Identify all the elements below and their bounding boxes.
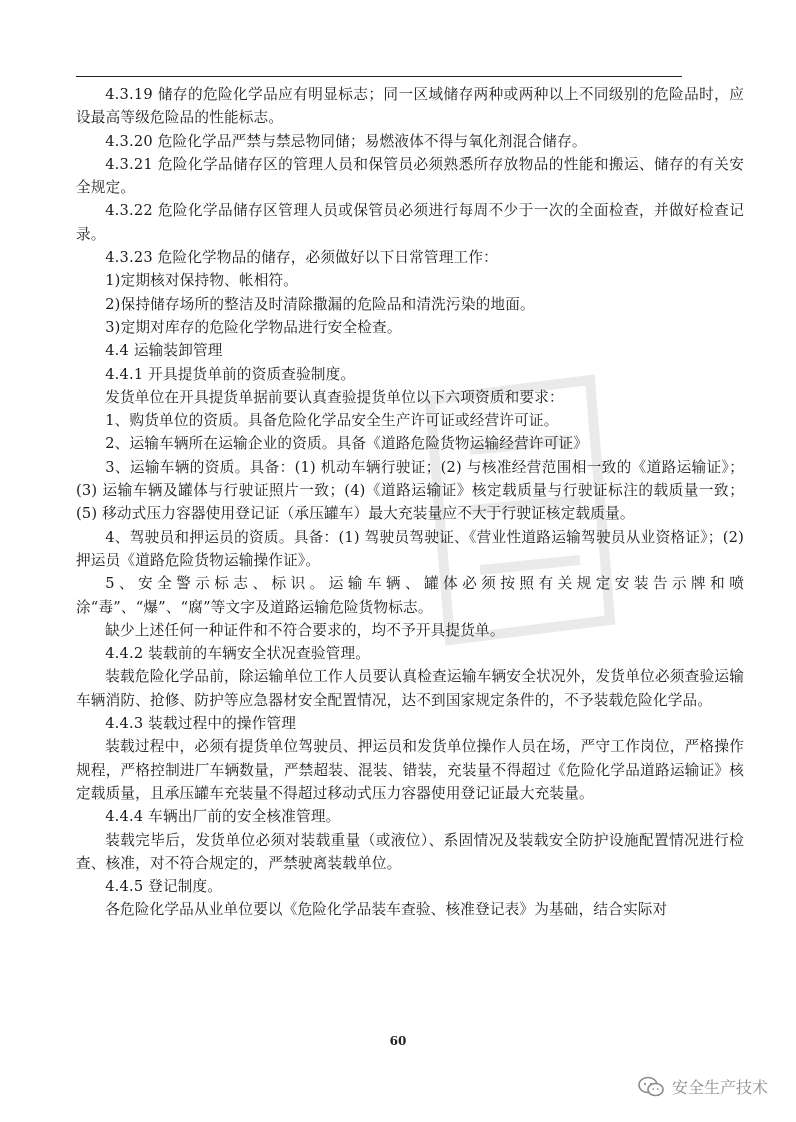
paragraph: 4.3.23 危险化学物品的储存，必须做好以下日常管理工作： [105, 249, 498, 267]
paragraph: 缺少上述任何一种证件和不符合要求的，均不予开具提货单。 [105, 621, 505, 639]
section-heading: 4.4 运输装卸管理 [105, 342, 223, 360]
list-item: 2、运输车辆所在运输企业的资质。具备《道路危险货物运输经营许可证》 [105, 435, 589, 453]
subsection-heading: 4.4.3 装载过程中的操作管理 [105, 715, 297, 733]
paragraph: 4.3.19 储存的危险化学品应有明显标志；同一区域储存两种或两种以上不同级别的危险品时，应设最高等级危险品的性能标志。 [76, 86, 744, 127]
paragraph: 装载完毕后，发货单位必须对装载重量（或液位）、系固情况及装载安全防护设施配置情况进行检查、核准，对不符合规定的，严禁驶离装载单位。 [76, 831, 744, 872]
paragraph: 装载过程中，必须有提货单位驾驶员、押运员和发货单位操作人员在场，严守工作岗位，严格操作规程，严格控制进厂车辆数量，严禁超装、混装、错装，充装量不得超过《危险化学品道路运输证》核定载质量，且承压罐车充装量不得超过移动式压力容器使用登记证最大充装量。 [76, 738, 744, 802]
paragraph: 发货单位在开具提货单据前要认真查验提货单位以下六项资质和要求： [105, 388, 564, 406]
paragraph: 4.3.20 危险化学品严禁与禁忌物同储；易燃液体不得与氧化剂混合储存。 [105, 132, 587, 150]
list-item: 3)定期对库存的危险化学物品进行安全检查。 [105, 318, 402, 336]
header-rule [76, 76, 682, 77]
document-body [76, 83, 744, 922]
list-item: 4、驾驶员和押运员的资质。具备：(1) 驾驶员驾驶证、《营业性道路运输驾驶员从业资格证》；(2) 押运员《道路危险货物运输操作证》。 [76, 528, 744, 569]
page-number: 60 [389, 1034, 407, 1048]
list-item: 2)保持储存场所的整洁及时清除撒漏的危险品和清洗污染的地面。 [105, 295, 535, 313]
paragraph: 各危险化学品从业单位要以《危险化学品装车查验、核准登记表》为基础，结合实际对 [105, 901, 668, 919]
paragraph: 装载危险化学品前，除运输单位工作人员要认真检查运输车辆安全状况外，发货单位必须查验运输车辆消防、抢修、防护等应急器材安全配置情况，达不到国家规定条件的，不予装载危险化学品。 [76, 668, 744, 709]
list-item: 3、运输车辆的资质。具备：(1) 机动车辆行驶证；(2) 与核准经营范围相一致的《道路运输证》；(3) 运输车辆及罐体与行驶证照片一致；(4)《道路运输证》核定载质量与行驶证标注的载质量一致；(5) 移动式压力容器使用登记证（承压罐车）最大充装量应不大于行驶证核定载质量。 [76, 458, 744, 523]
subsection-heading: 4.4.5 登记制度。 [105, 878, 223, 896]
subsection-heading: 4.4.4 车辆出厂前的安全核准管理。 [105, 808, 341, 826]
list-item: 1、购货单位的资质。具备危险化学品安全生产许可证或经营许可证。 [105, 412, 559, 430]
subsection-heading: 4.4.1 开具提货单前的资质查验制度。 [105, 365, 356, 383]
subsection-heading: 4.4.2 装载前的车辆安全状况查验管理。 [105, 645, 371, 663]
wechat-icon [638, 1076, 664, 1098]
brand-watermark [638, 1075, 768, 1098]
list-item: 5、安全警示标志、标识。运输车辆、罐体必须按照有关规定安装告示牌和喷涂“毒”、“爆”、“腐”等文字及道路运输危险货物标志。 [76, 575, 744, 616]
paragraph: 4.3.22 危险化学品储存区管理人员或保管员必须进行每周不少于一次的全面检查，并做好检查记录。 [76, 202, 744, 243]
list-item: 1)定期核对保持物、帐相符。 [105, 272, 299, 290]
paragraph: 4.3.21 危险化学品储存区的管理人员和保管员必须熟悉所存放物品的性能和搬运、储存的有关安全规定。 [76, 155, 744, 197]
brand-name: 安全生产技术 [671, 1078, 768, 1097]
